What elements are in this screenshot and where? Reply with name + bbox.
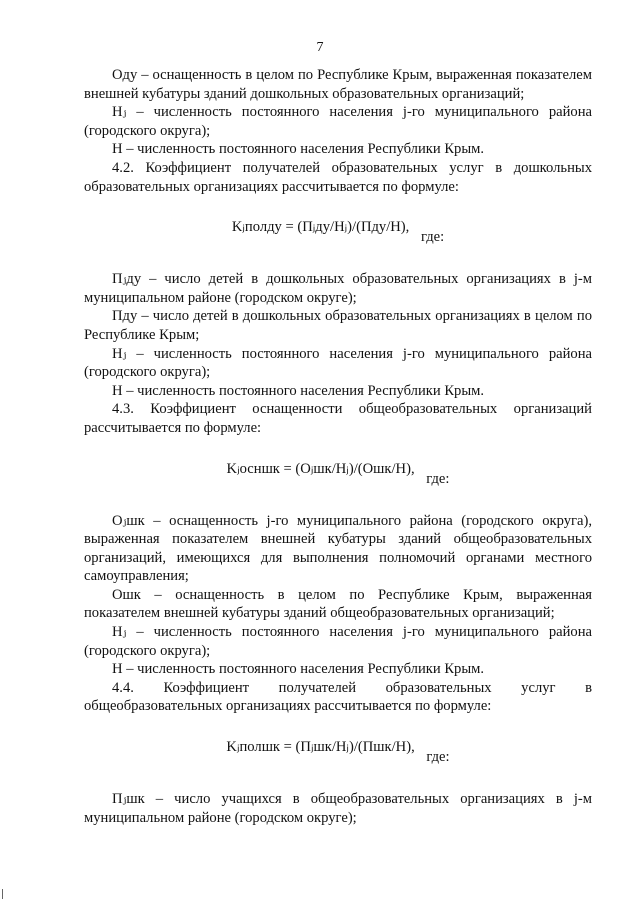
formula-k-pol-du <box>84 218 592 248</box>
paragraph-o-shk: Oшк – оснащенность в целом по Республике Крым, выраженная показателем внешней кубатуры зданий общеобразовательных организаций; <box>84 586 592 622</box>
paragraph-pj-du: Пⱼду – число детей в дошкольных образовательных организациях в j-м муниципальном районе (городском округе); <box>84 271 592 306</box>
page-number: 7 <box>316 40 324 55</box>
formula-where-label: где: <box>420 229 445 246</box>
paragraph-hj-definition: Hⱼ – численность постоянного населения j-го муниципального района (городского округа); <box>84 345 592 381</box>
paragraph-h-definition: H – численность постоянного населения Республики Крым. <box>112 382 485 399</box>
formula-expression: Kⱼполшк = (Пⱼшк/Hⱼ)/(Пшк/H), <box>226 739 415 756</box>
formula-k-pol-shk <box>84 738 592 768</box>
document-body <box>84 66 592 827</box>
formula-where-label: где: <box>426 749 450 766</box>
paragraph-section-4-3: 4.3. Коэффициент оснащенности общеобразовательных организаций рассчитывается по формуле: <box>84 401 592 436</box>
paragraph-hj-definition: Hⱼ – численность постоянного населения j-го муниципального района (городского округа); <box>84 104 592 139</box>
paragraph-pj-shk: Пⱼшк – число учащихся в общеобразовательных организациях в j-м муниципальном районе (городском округе); <box>84 791 592 826</box>
paragraph-h-definition: H – численность постоянного населения Республики Крым. <box>112 141 485 158</box>
formula-k-osn-shk <box>84 460 592 490</box>
formula-where-label: где: <box>426 470 450 487</box>
paragraph-h-definition: H – численность постоянного населения Республики Крым. <box>112 661 485 678</box>
scan-edge-mark <box>2 889 3 899</box>
paragraph-hj-definition: Hⱼ – численность постоянного населения j-го муниципального района (городского округа); <box>84 624 592 659</box>
paragraph-p-du: Пду – число детей в дошкольных образовательных организациях в целом по Республике Крым; <box>84 308 592 343</box>
paragraph-oshchenost-du: Oду – оснащенность в целом по Республике Крым, выраженная показателем внешней кубатуры зданий дошкольных образовательных организаций; <box>84 67 592 102</box>
formula-expression: Kⱼосншк = (Oⱼшк/Hⱼ)/(Oшк/H), <box>226 460 415 477</box>
paragraph-oj-shk: Oⱼшк – оснащенность j-го муниципального района (городского округа), выраженная показателем внешней кубатуры зданий общеобразовательных организаций, имеющихся для выполнения полномочий органами местного самоуправления; <box>84 512 592 585</box>
paragraph-section-4-2: 4.2. Коэффициент получателей образовательных услуг в дошкольных образовательных организациях рассчитывается по формуле: <box>84 159 592 195</box>
paragraph-section-4-4: 4.4. Коэффициент получателей образовательных услуг в общеобразовательных организациях рассчитывается по формуле: <box>84 679 592 715</box>
formula-expression: Kⱼполду = (Пⱼду/Hⱼ)/(Пду/H), <box>231 219 410 236</box>
